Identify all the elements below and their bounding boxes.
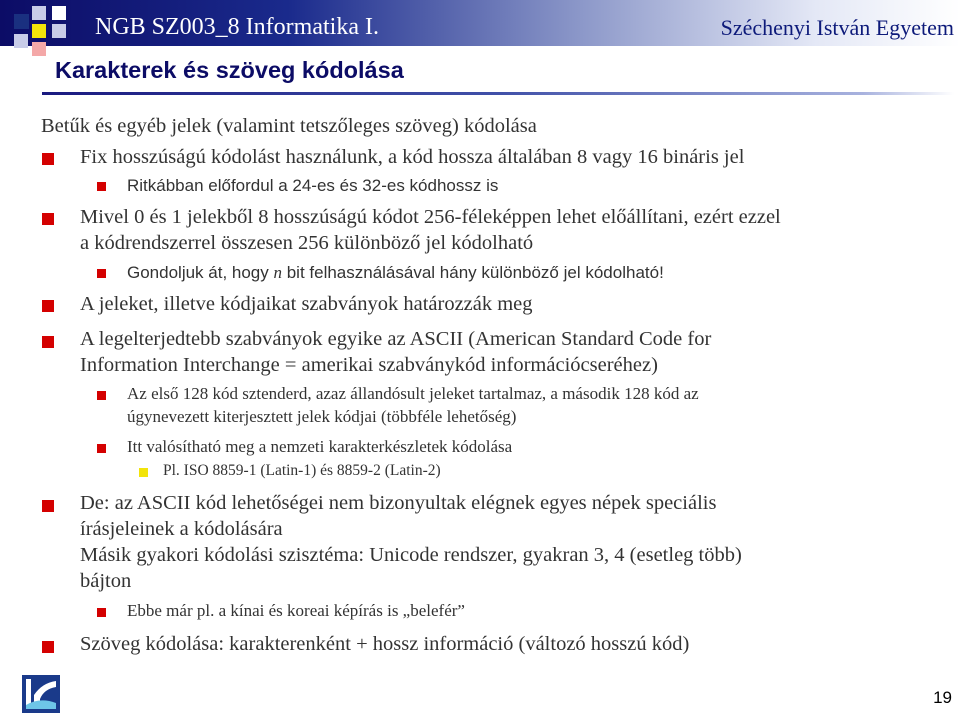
list-item: Ebbe már pl. a kínai és koreai képírás is „belefér” xyxy=(127,601,465,620)
course-title: NGB SZ003_8 Informatika I. xyxy=(95,14,379,40)
list-item: Gondoljuk át, hogy n bit felhasználásával hány különböző jel kódolható! xyxy=(127,263,664,282)
bullet-icon xyxy=(139,468,148,477)
bullet-icon xyxy=(97,182,106,191)
list-item: A jeleket, illetve kódjaikat szabványok határozzák meg xyxy=(80,293,533,315)
university-name: Széchenyi István Egyetem xyxy=(720,15,954,40)
list-item: A legelterjedtebb szabványok egyike az ASCII (American Standard Code for xyxy=(80,328,712,350)
bullet-icon xyxy=(97,269,106,278)
list-item-continuation: írásjeleinek a kódolására xyxy=(80,518,283,540)
bullet-icon xyxy=(42,500,54,512)
bullet-icon xyxy=(42,153,54,165)
list-item: Pl. ISO 8859-1 (Latin-1) és 8859-2 (Latin-2) xyxy=(163,462,441,479)
bullet-icon xyxy=(97,608,106,617)
bullet-icon xyxy=(42,213,54,225)
bullet-icon xyxy=(42,641,54,653)
list-item-continuation: Másik gyakori kódolási szisztéma: Unicode rendszer, gyakran 3, 4 (esetleg több) xyxy=(80,544,742,566)
page-number: 19 xyxy=(933,688,952,707)
intro-line: Betűk és egyéb jelek (valamint tetszőleges szöveg) kódolása xyxy=(41,115,537,137)
university-logo-icon xyxy=(22,675,60,713)
list-item-continuation: úgynevezett kiterjesztett jelek kódjai (többféle lehetőség) xyxy=(127,407,517,426)
list-item: Mivel 0 és 1 jelekből 8 hosszúságú kódot 256-féleképpen lehet előállítani, ezért ezzel xyxy=(80,206,781,228)
list-item: Az első 128 kód sztenderd, azaz állandósult jeleket tartalmaz, a második 128 kód az xyxy=(127,384,699,403)
list-item-continuation: a kódrendszerrel összesen 256 különböző jel kódolható xyxy=(80,232,534,254)
list-item: Fix hosszúságú kódolást használunk, a kód hossza általában 8 vagy 16 bináris jel xyxy=(80,146,745,168)
bullet-icon xyxy=(97,391,106,400)
bullet-icon xyxy=(97,444,106,453)
slide-title: Karakterek és szöveg kódolása xyxy=(55,57,404,83)
list-item: De: az ASCII kód lehetőségei nem bizonyultak elégnek egyes népek speciális xyxy=(80,492,717,514)
bullet-icon xyxy=(42,336,54,348)
list-item-continuation: bájton xyxy=(80,570,132,592)
list-item: Itt valósítható meg a nemzeti karakterkészletek kódolása xyxy=(127,437,513,456)
list-item: Ritkábban előfordul a 24-es és 32-es kódhossz is xyxy=(127,176,499,195)
list-item: Szöveg kódolása: karakterenként + hossz információ (változó hosszú kód) xyxy=(80,633,690,655)
list-item-continuation: Information Interchange = amerikai szabványkód információcseréhez) xyxy=(80,354,658,376)
bullet-icon xyxy=(42,300,54,312)
